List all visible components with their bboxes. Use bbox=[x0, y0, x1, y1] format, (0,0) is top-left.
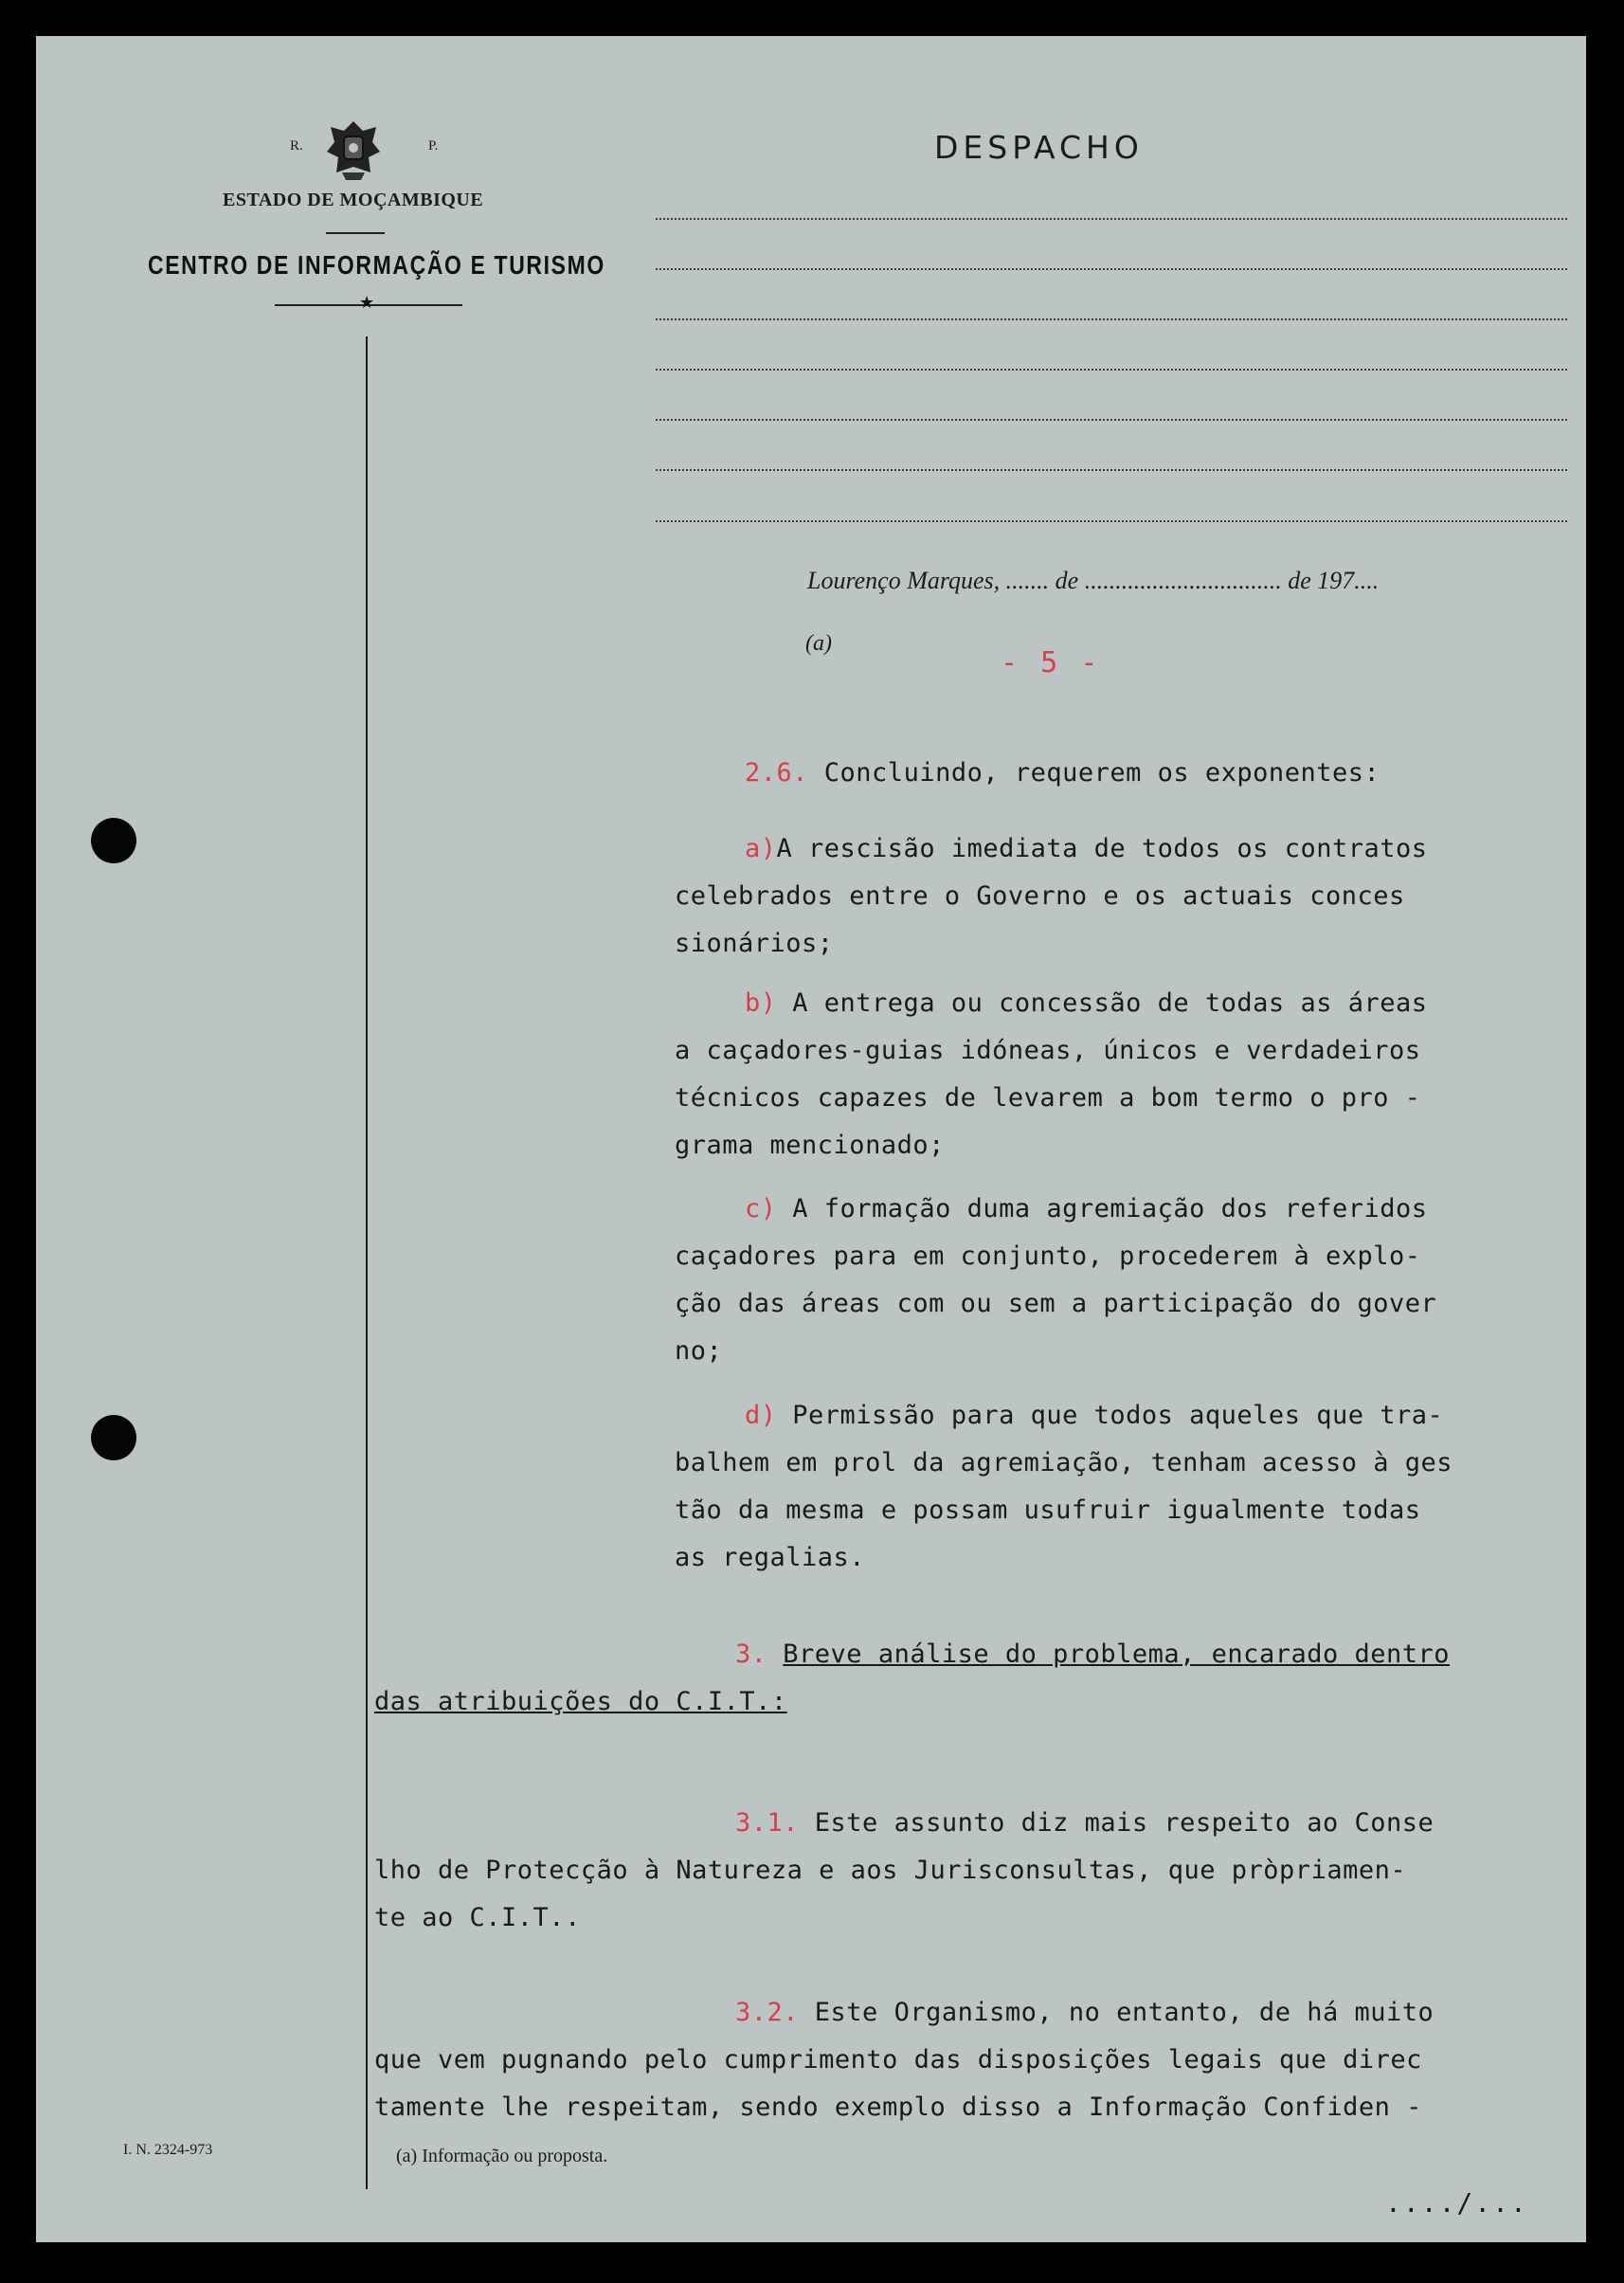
state-name: ESTADO DE MOÇAMBIQUE bbox=[223, 190, 484, 210]
item-a-line-3: sionários; bbox=[675, 929, 834, 958]
item-label: b) bbox=[745, 988, 777, 1018]
form-code: I. N. 2324-973 bbox=[123, 2142, 213, 2158]
item-d-line-2: balhem em prol da agremiação, tenham acesso à ges bbox=[675, 1448, 1453, 1477]
section-3-2-line-2: que vem pugnando pelo cumprimento das disposições legais que direc bbox=[374, 2045, 1422, 2075]
section-3-2-line-1 bbox=[735, 1998, 1434, 2027]
item-c-line-4: no; bbox=[675, 1336, 723, 1366]
item-label: c) bbox=[745, 1194, 777, 1223]
paragraph-text: Este assunto diz mais respeito ao Conse bbox=[799, 1808, 1435, 1838]
item-c-line-1 bbox=[745, 1194, 1428, 1223]
header-rule-short bbox=[326, 232, 385, 234]
section-number: 3.2. bbox=[735, 1998, 800, 2027]
item-b-line-1 bbox=[745, 988, 1428, 1018]
punch-hole-upper bbox=[91, 818, 136, 863]
rp-left: R. bbox=[290, 138, 303, 154]
section-number: 3.1. bbox=[735, 1808, 800, 1838]
margin-rule bbox=[366, 336, 368, 2189]
section-3-1-line-1 bbox=[735, 1808, 1434, 1838]
section-heading-text: Breve análise do problema, encarado dentro bbox=[783, 1640, 1451, 1669]
despacho-line-5 bbox=[656, 419, 1567, 421]
paragraph-2-6 bbox=[745, 758, 1380, 788]
punch-hole-lower bbox=[91, 1415, 136, 1460]
item-b-line-3: técnicos capazes de levarem a bom termo o pro - bbox=[675, 1083, 1421, 1113]
paragraph-text: Concluindo, requerem os exponentes: bbox=[808, 758, 1380, 788]
despacho-line-1 bbox=[656, 218, 1567, 220]
item-text: Permissão para que todos aqueles que tra- bbox=[776, 1401, 1444, 1430]
despacho-line-7 bbox=[656, 520, 1567, 522]
footnote: (a) Informação ou proposta. bbox=[396, 2146, 608, 2166]
star-ornament: ★ bbox=[359, 293, 375, 313]
page-number: - 5 - bbox=[1001, 646, 1101, 679]
item-c-line-2: caçadores para em conjunto, procederem à explo- bbox=[675, 1241, 1421, 1271]
section-number: 2.6. bbox=[745, 758, 809, 788]
item-label: a) bbox=[745, 834, 777, 863]
item-c-line-3: ção das áreas com ou sem a participação do gover bbox=[675, 1289, 1437, 1318]
item-text: A formação duma agremiação dos referidos bbox=[776, 1194, 1428, 1223]
place-date-line: Lourenço Marques, ....... de ................................ de 197.... bbox=[807, 567, 1380, 594]
paragraph-text: Este Organismo, no entanto, de há muito bbox=[799, 1998, 1435, 2027]
continuation-mark: ..../... bbox=[1385, 2187, 1528, 2219]
despacho-line-6 bbox=[656, 469, 1567, 471]
despacho-line-3 bbox=[656, 318, 1567, 320]
item-b-line-4: grama mencionado; bbox=[675, 1131, 945, 1160]
item-text: A entrega ou concessão de todas as áreas bbox=[776, 988, 1428, 1018]
item-label: d) bbox=[745, 1401, 777, 1430]
section-number: 3. bbox=[735, 1640, 767, 1669]
section-3-2-line-3: tamente lhe respeitam, sendo exemplo disso a Informação Confiden - bbox=[374, 2093, 1422, 2122]
item-a-line-2: celebrados entre o Governo e os actuais conces bbox=[675, 881, 1405, 911]
section-3-1-line-2: lho de Protecção à Natureza e aos Jurisconsultas, que pròpriamen- bbox=[374, 1856, 1407, 1885]
section-3-1-line-3: te ao C.I.T.. bbox=[374, 1903, 581, 1932]
item-d-line-3: tão da mesma e possam usufruir igualmente todas bbox=[675, 1495, 1421, 1525]
section-3-heading-line-2: das atribuições do C.I.T.: bbox=[374, 1687, 787, 1716]
item-a-line-1 bbox=[745, 834, 1428, 863]
organization-name: CENTRO DE INFORMAÇÃO E TURISMO bbox=[148, 250, 605, 280]
marker-a: (a) bbox=[805, 631, 832, 656]
section-3-heading-line-1 bbox=[735, 1640, 1450, 1669]
rp-right: P. bbox=[428, 138, 439, 154]
item-d-line-4: as regalias. bbox=[675, 1543, 866, 1572]
despacho-title: DESPACHO bbox=[934, 129, 1144, 166]
despacho-line-4 bbox=[656, 369, 1567, 371]
document-page bbox=[36, 36, 1586, 2242]
item-d-line-1 bbox=[745, 1401, 1443, 1430]
item-b-line-2: a caçadores-guias idóneas, únicos e verdadeiros bbox=[675, 1036, 1421, 1065]
despacho-line-2 bbox=[656, 268, 1567, 270]
item-text: A rescisão imediata de todos os contratos bbox=[776, 834, 1428, 863]
coat-of-arms-emblem bbox=[325, 118, 382, 184]
